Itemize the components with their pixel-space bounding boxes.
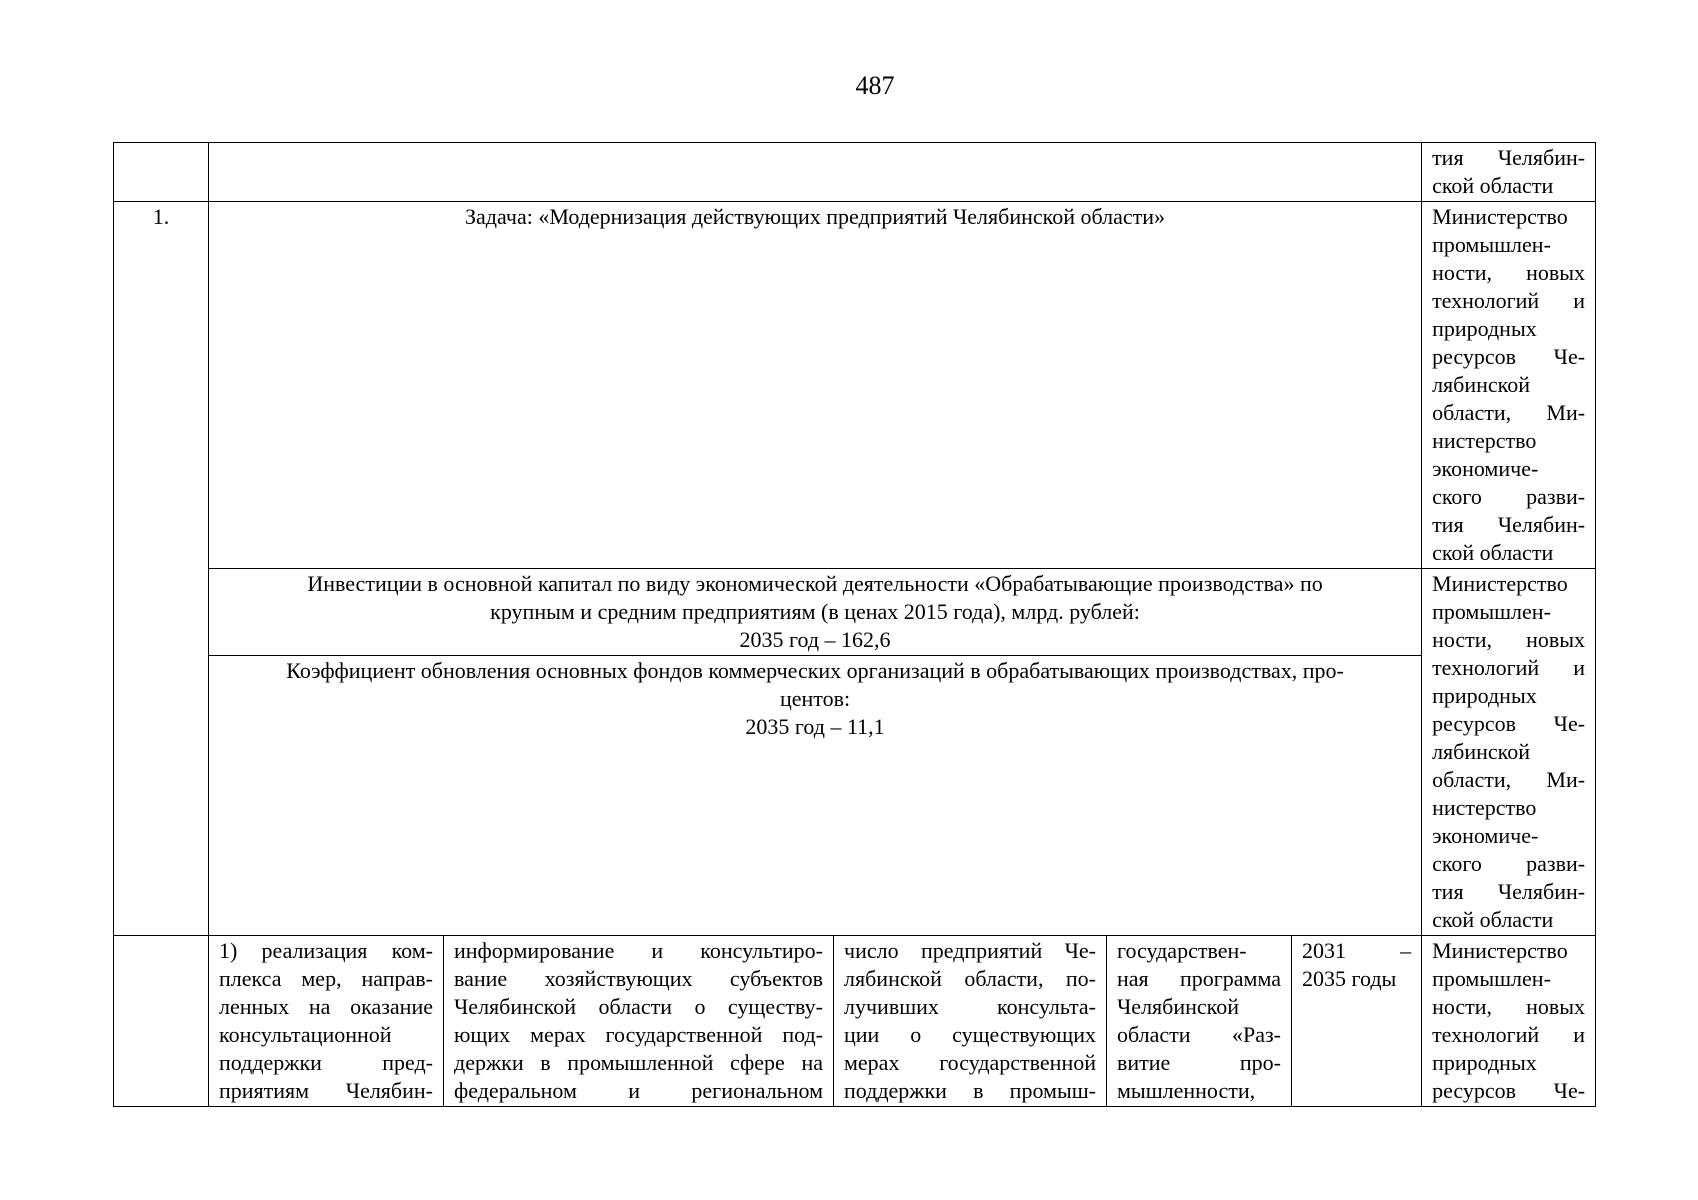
measure-program-line: государствен- [1117, 938, 1247, 963]
indicator-line: Коэффициент обновления основных фондов коммерческих организаций в обрабатывающих производствах, про- [286, 658, 1344, 683]
responsible-line: Министерство [1432, 204, 1568, 229]
responsible-line: технологий и [1432, 1022, 1586, 1047]
measure-program-line: ная программа [1117, 966, 1281, 991]
responsible-line: ской области [1432, 907, 1554, 932]
indicator-row [114, 569, 1596, 656]
task-number-cell: 1. [114, 202, 209, 936]
indicator-value: 2035 год – 162,6 [739, 627, 891, 652]
measure-indicator-line: лябинской области, по- [844, 966, 1096, 991]
measure-content-line: федеральном и региональном [454, 1078, 823, 1103]
indicator-1-cell [209, 569, 1422, 656]
measure-program-line: области «Раз- [1117, 1022, 1281, 1047]
measure-content-cell [444, 936, 834, 1107]
measure-program-cell [1107, 936, 1292, 1107]
responsible-line: лябинской [1432, 372, 1531, 397]
responsible-line: Министерство [1432, 571, 1568, 596]
indicator-row [114, 656, 1596, 936]
page-number: 487 [855, 71, 895, 100]
responsible-line: области, Ми- [1432, 767, 1586, 792]
measure-period-line: 2031 – [1302, 938, 1412, 963]
responsible-line: промышлен- [1432, 232, 1551, 257]
responsible-line: тия Челябин- [1432, 879, 1586, 904]
task-title-cell: Задача: «Модернизация действующих предприятий Челябинской области» [209, 202, 1422, 569]
measure-indicator-cell [834, 936, 1107, 1107]
responsible-line: области, Ми- [1432, 400, 1586, 425]
indicator-2-cell [209, 656, 1422, 936]
responsible-line: ской области [1432, 173, 1554, 198]
measure-name-cell [209, 936, 444, 1107]
responsible-line: нистерство [1432, 428, 1537, 453]
measure-name-line: поддержки пред- [219, 1050, 433, 1075]
measure-content-line: вание хозяйствующих субъектов [454, 966, 823, 991]
measure-name-line: приятиям Челябин- [219, 1078, 433, 1103]
responsible-line: экономиче- [1432, 823, 1539, 848]
responsible-line: ского разви- [1432, 484, 1586, 509]
responsible-line: промышлен- [1432, 599, 1551, 624]
responsible-line: природных [1432, 316, 1537, 341]
responsible-line: ности, новых [1432, 627, 1586, 652]
measure-program-line: витие про- [1117, 1050, 1281, 1075]
measure-name-line: консультационной [219, 1022, 392, 1047]
continuation-responsible-cell [1422, 143, 1596, 202]
measure-content-line: ющих мерах государственной под- [454, 1022, 823, 1047]
indicators-responsible-cell [1422, 569, 1596, 936]
responsible-line: ности, новых [1432, 260, 1586, 285]
task-responsible-cell [1422, 202, 1596, 569]
responsible-line: ности, новых [1432, 994, 1586, 1019]
measure-indicator-line: лучивших консульта- [844, 994, 1096, 1019]
measure-program-line: мышленности, [1117, 1078, 1256, 1103]
responsible-line: природных [1432, 683, 1537, 708]
measure-content-line: держки в промышленной сфере на [454, 1050, 823, 1075]
responsible-line: экономиче- [1432, 456, 1539, 481]
measure-row [114, 936, 1596, 1107]
measure-indicator-line: число предприятий Че- [844, 938, 1096, 963]
responsible-line: нистерство [1432, 795, 1537, 820]
measures-table [113, 142, 1596, 1107]
responsible-line: ресурсов Че- [1432, 344, 1586, 369]
continuation-number-cell [114, 143, 209, 202]
indicator-line: крупным и средним предприятиям (в ценах 2015 года), млрд. рублей: [490, 599, 1140, 624]
responsible-line: ской области [1432, 540, 1554, 565]
task-row [114, 202, 1596, 569]
responsible-line: ресурсов Че- [1432, 711, 1586, 736]
measure-name-line: ленных на оказание [219, 994, 433, 1019]
responsible-line: природных [1432, 1050, 1537, 1075]
measure-period-cell [1292, 936, 1422, 1107]
measure-period-line: 2035 годы [1302, 966, 1397, 991]
responsible-line: Министерство [1432, 938, 1568, 963]
responsible-line: тия Челябин- [1432, 145, 1586, 170]
responsible-line: ресурсов Че- [1432, 1078, 1586, 1103]
indicator-line: Инвестиции в основной капитал по виду экономической деятельности «Обрабатывающие производства» по [307, 571, 1323, 596]
measure-number-cell [114, 936, 209, 1107]
responsible-line: технологий и [1432, 288, 1586, 313]
measure-indicator-line: ции о существующих [844, 1022, 1096, 1047]
indicator-line: центов: [779, 686, 851, 711]
indicator-value: 2035 год – 11,1 [745, 714, 885, 739]
continuation-empty-cell [209, 143, 1422, 202]
measure-indicator-line: мерах государственной [844, 1050, 1096, 1075]
measure-program-line: Челябинской [1117, 994, 1240, 1019]
measure-indicator-line: поддержки в промыш- [844, 1078, 1096, 1103]
measure-content-line: информирование и консультиро- [454, 938, 823, 963]
responsible-line: тия Челябин- [1432, 512, 1586, 537]
responsible-line: технологий и [1432, 655, 1586, 680]
measure-name-line: плекса мер, направ- [219, 966, 433, 991]
measure-responsible-cell [1422, 936, 1596, 1107]
responsible-line: промышлен- [1432, 966, 1551, 991]
measure-content-line: Челябинской области о существу- [454, 994, 823, 1019]
continuation-row [114, 143, 1596, 202]
responsible-line: лябинской [1432, 739, 1531, 764]
measure-name-line: 1) реализация ком- [219, 938, 433, 963]
responsible-line: ского разви- [1432, 851, 1586, 876]
